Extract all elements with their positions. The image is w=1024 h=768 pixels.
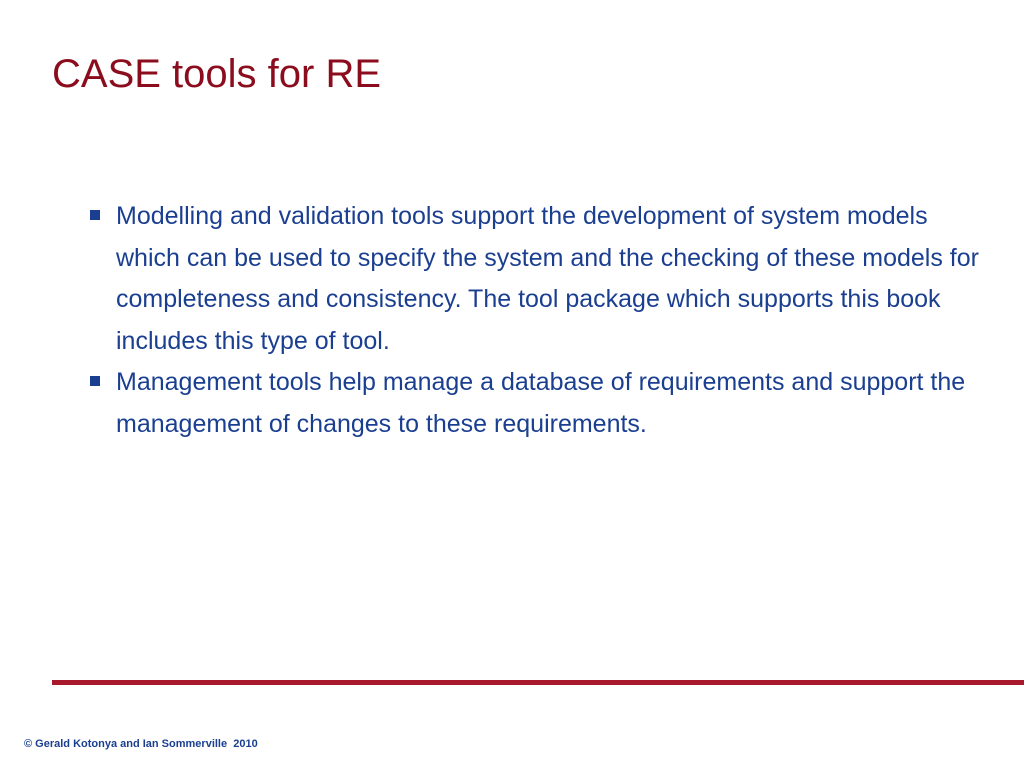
footer-divider [52, 680, 1024, 685]
bullet-item [84, 362, 984, 445]
bullet-item [84, 196, 984, 362]
square-bullet-icon [90, 210, 100, 220]
square-bullet-icon [90, 376, 100, 386]
bullet-text: Modelling and validation tools support the development of system models which can be used to specify the system and the checking of these models for completeness and consistency. The tool package which supports this book includes this type of tool. [116, 202, 979, 355]
slide-title: CASE tools for RE [52, 52, 382, 96]
bullet-list [84, 196, 984, 445]
footer-copyright: © Gerald Kotonya and Ian Sommerville 2010 [24, 738, 258, 750]
bullet-text: Management tools help manage a database of requirements and support the management of changes to these requirements. [116, 368, 966, 438]
